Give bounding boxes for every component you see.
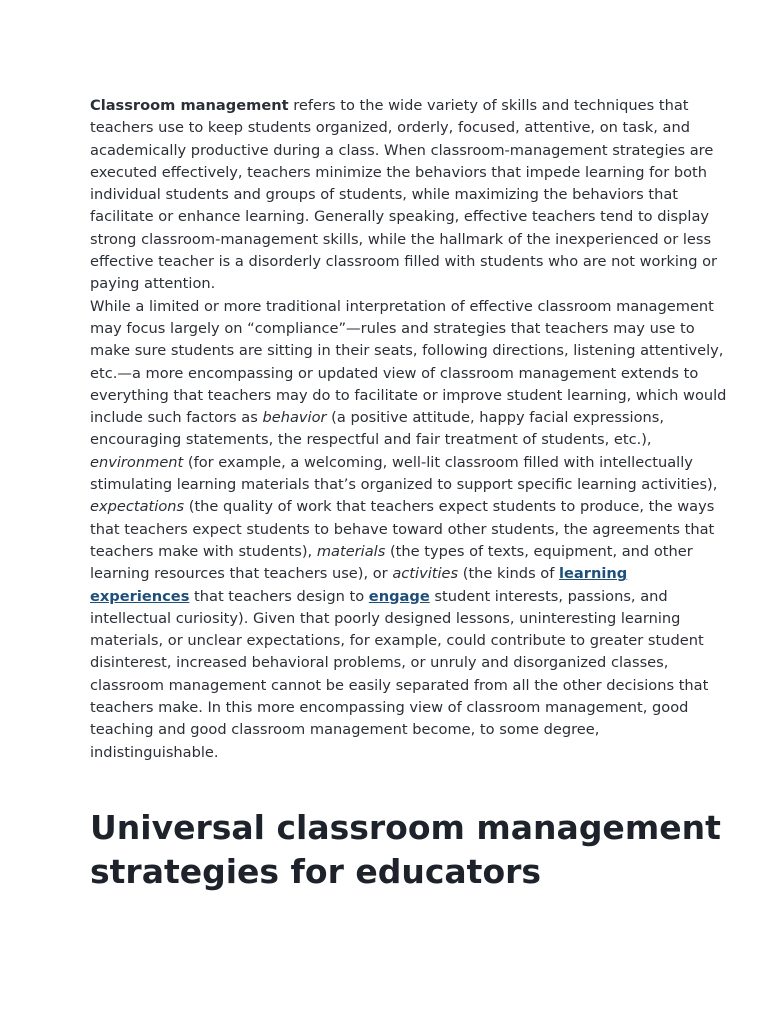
para2-text-4: (the quality of work that teachers expect students to produce, the ways that teachers expect students to behave toward other students, the agreements that teachers make with students), [90, 498, 715, 560]
term-expectations: expectations [90, 498, 185, 516]
term-behavior: behavior [262, 409, 327, 427]
para2-text-3: (for example, a welcoming, well-lit classroom filled with intellectually stimulating learning materials that’s organized to support specific learning activities), [90, 453, 718, 494]
para2-text-8: student interests, passions, and intellectual curiosity). Given that poorly designed lessons, uninteresting learning materials, or unclear expectations, for example, could contribute to greater student disinterest, increased behavioral problems, or unruly and disorganized classes, classroom management cannot be easily separated from all the other decisions that teachers make. In this more encompassing view of classroom management, good teaching and good classroom management become, to some degree, indistinguishable. [90, 587, 709, 761]
intro-paragraph [90, 95, 730, 296]
para2-text-6: (the kinds of [458, 565, 560, 583]
term-materials: materials [316, 542, 386, 560]
second-paragraph [90, 296, 730, 764]
term-activities: activities [392, 565, 459, 583]
engage-link[interactable]: engage [368, 587, 430, 605]
learning-experiences-link[interactable]: learning experiences [90, 565, 628, 605]
article-body [90, 95, 730, 894]
term-environment: environment [90, 453, 184, 471]
para2-text-2: (a positive attitude, happy facial expressions, encouraging statements, the respectful and fair treatment of students, etc.), [90, 409, 665, 449]
para2-text-5: (the types of texts, equipment, and other learning resources that teachers use), or [90, 542, 693, 583]
defined-term: Classroom management [90, 97, 289, 114]
para2-text-1: While a limited or more traditional interpretation of effective classroom management may focus largely on “compliance”—rules and strategies that teachers may use to make sure students are sitting in their seats, following directions, listening attentively, etc.—a more encompassing or updated view of classroom management extends to everything that teachers may do to facilitate or improve student learning, which would include such factors as [90, 297, 727, 427]
intro-text: refers to the wide variety of skills and techniques that teachers use to keep students organized, orderly, focused, attentive, on task, and academically productive during a class. When classroom-management strategies are executed effectively, teachers minimize the behaviors that impede learning for both individual students and groups of students, while maximizing the behaviors that facilitate or enhance learning. Generally speaking, effective teachers tend to display strong classroom-management skills, while the hallmark of the inexperienced or less effective teacher is a disorderly classroom filled with students who are not working or paying attention. [90, 97, 718, 293]
para2-text-7: that teachers design to [189, 587, 369, 605]
section-heading: Universal classroom management strategies for educators [90, 807, 721, 891]
